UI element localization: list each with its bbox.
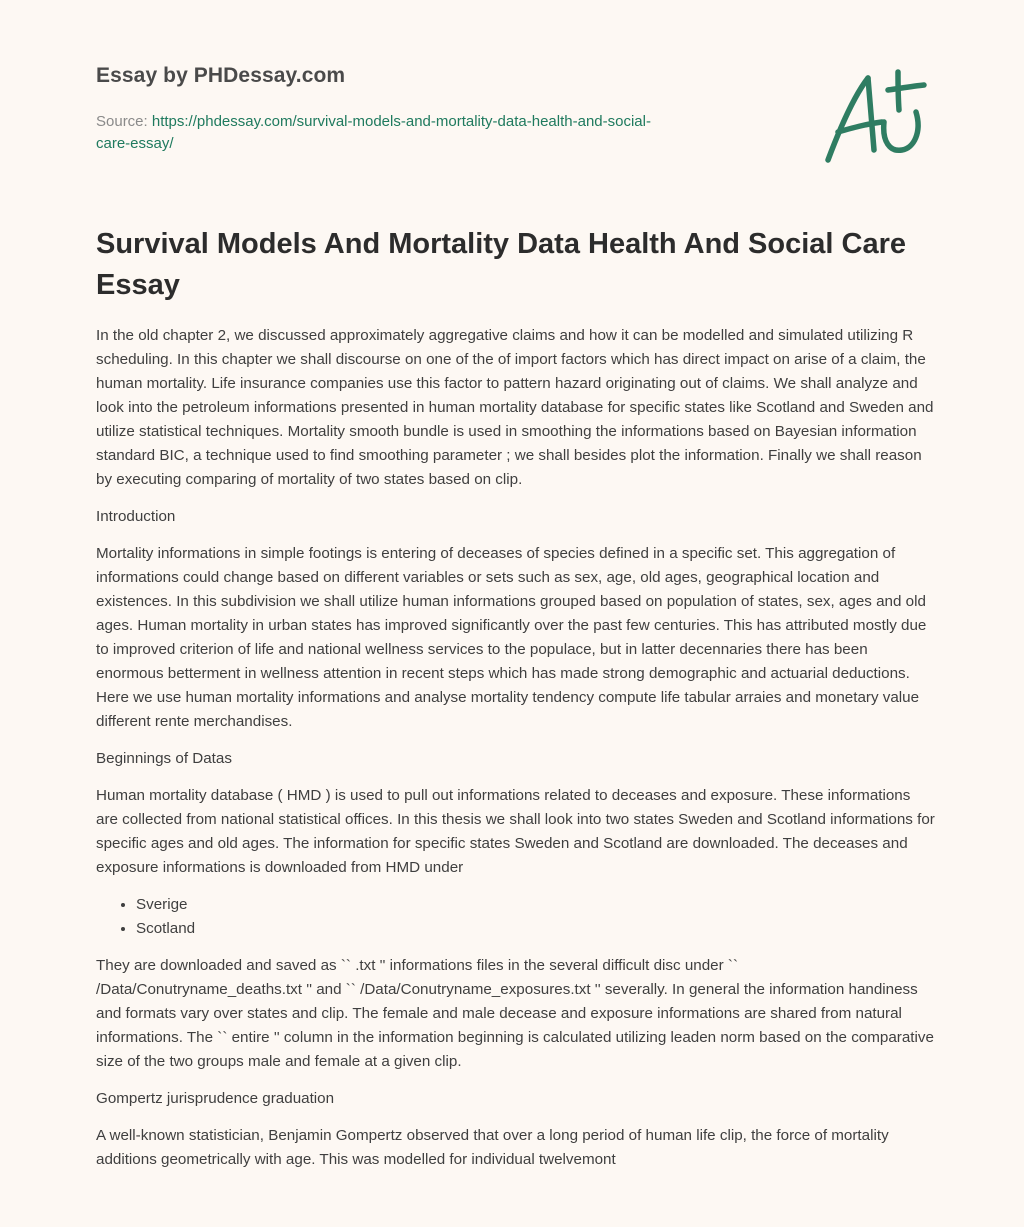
list-item: • Scotland: [136, 917, 936, 941]
paragraph-files: They are downloaded and saved as `` .txt '' informations files in the several difficult disc under `` /Data/Conutryname_deaths.txt '' and `` /Data/Conutryname_exposures.txt '' severally. In general the information handiness and formats vary over states and clip. The female and male decease and exposure informations are shared from natural informations. The `` entire '' column in the information beginning is calculated utilizing leaden norm based on the comparative size of the two groups male and female at a given clip.: [96, 957, 934, 1070]
source-line: [96, 111, 736, 155]
paragraph-intro: In the old chapter 2, we discussed approximately aggregative claims and how it can be modelled and simulated utilizing R scheduling. In this chapter we shall discourse on one of the of import factors which has direct impact on arise of a claim, the human mortality. Life insurance companies use this factor to pattern hazard originating out of claims. We shall analyze and look into the petroleum informations presented in human mortality database for specific states like Scotland and Sweden and utilize statistical techniques. Mortality smooth bundle is used in smoothing the informations based on Bayesian information standard BIC, a technique used to find smoothing parameter ; we shall besides plot the information. Finally we shall reason by executing comparing of mortality of two states based on clip.: [96, 327, 934, 488]
section-heading-introduction: Introduction: [96, 508, 176, 525]
essay-body: [96, 324, 936, 1185]
paragraph-mortality: Mortality informations in simple footings is entering of deceases of species defined in a specific set. This aggregation of informations could change based on different variables or sets such as sex, age, old ages, geographical location and existences. In this subdivision we shall utilize human informations grouped based on population of states, sex, ages and old ages. Human mortality in urban states has improved significantly over the past few centuries. This has attributed mostly due to improved criterion of life and national wellness services to the populace, but in latter decennaries there has been enormous betterment in wellness attention in recent steps which has made strong demographic and actuarial deductions. Here we use human mortality informations and analyse mortality tendency compute life tabular arraies and monetary value different rente merchandises.: [96, 545, 927, 730]
source-link-line-2: care-essay/: [96, 135, 174, 152]
essay-title: Survival Models And Mortality Data Health And Social Care Essay: [96, 228, 907, 301]
site-brand: Essay by PHDessay.com: [96, 64, 346, 87]
source-link[interactable]: [96, 113, 651, 152]
source-label: Source:: [96, 113, 152, 130]
paragraph-hmd: Human mortality database ( HMD ) is used to pull out informations related to deceases and exposure. These informations are collected from national statistical offices. In this thesis we shall look into two states Sweden and Scotland informations for specific ages and old ages. The information for specific states Sweden and Scotland are downloaded. The deceases and exposure informations is downloaded from HMD under: [96, 787, 935, 876]
paragraph-gompertz: A well-known statistician, Benjamin Gompertz observed that over a long period of human life clip, the force of mortality additions geometrically with age. This was modelled for individual twelvemont: [96, 1127, 889, 1168]
country-list: [96, 893, 936, 941]
a-plus-logo-icon: [818, 66, 930, 166]
section-heading-data-sources: Beginnings of Datas: [96, 750, 232, 767]
source-link-line-1: https://phdessay.com/survival-models-and-mortality-data-health-and-social-: [151, 113, 651, 130]
list-item: • Sverige: [136, 893, 936, 917]
section-heading-gompertz: Gompertz jurisprudence graduation: [96, 1090, 335, 1107]
